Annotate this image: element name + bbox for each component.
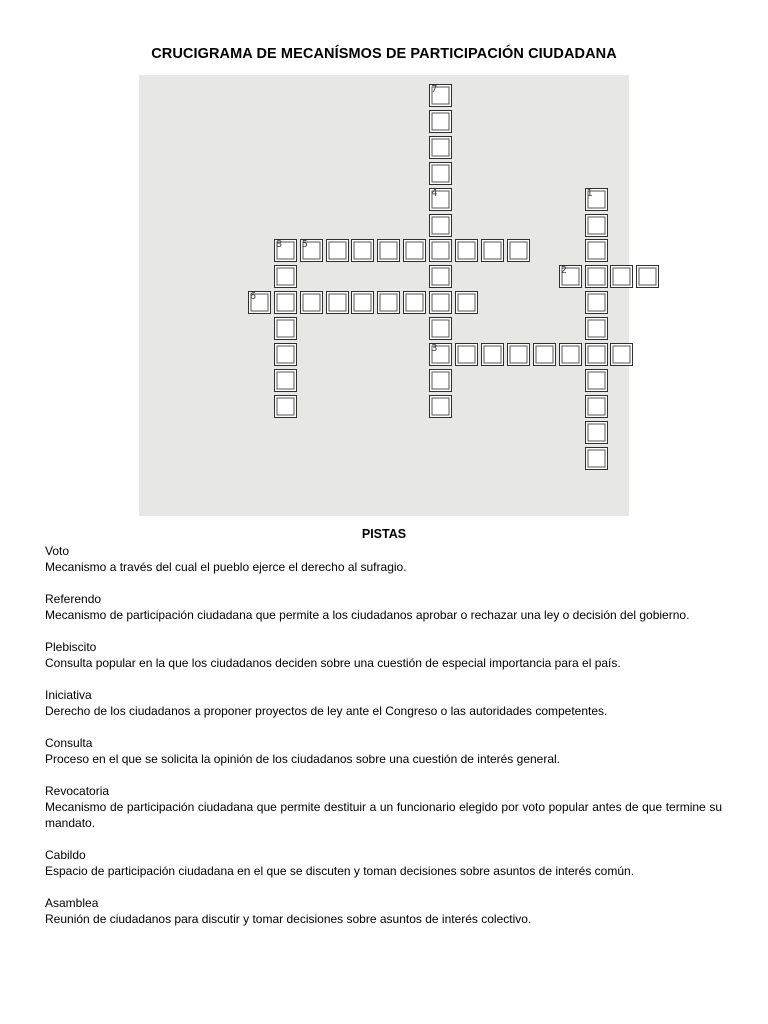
crossword-cell[interactable]	[455, 343, 478, 366]
cell-number: 2	[560, 265, 567, 277]
clue-item	[45, 687, 722, 719]
crossword-cell[interactable]	[274, 291, 297, 314]
crossword-cell[interactable]	[636, 265, 659, 288]
crossword-cell[interactable]	[248, 291, 271, 314]
cell-number: 8	[275, 239, 283, 251]
crossword-grid	[139, 75, 629, 516]
crossword-cell[interactable]	[326, 239, 349, 262]
crossword-cell[interactable]	[429, 317, 452, 340]
crossword-cell[interactable]	[585, 421, 608, 444]
crossword-cell[interactable]	[429, 84, 452, 107]
cell-number: 7	[431, 84, 438, 95]
crossword-cell[interactable]	[533, 343, 556, 366]
crossword-cell[interactable]	[481, 239, 504, 262]
crossword-cell[interactable]	[507, 239, 530, 262]
crossword-cell[interactable]	[585, 343, 608, 366]
clue-description: Reunión de ciudadanos para discutir y tomar decisiones sobre asuntos de interés colectivo.	[45, 912, 532, 926]
crossword-cell[interactable]	[585, 239, 608, 262]
crossword-cell[interactable]	[429, 162, 452, 185]
clue-item	[45, 639, 722, 671]
crossword-cell[interactable]	[585, 369, 608, 392]
crossword-cell[interactable]	[429, 214, 452, 237]
crossword-cell[interactable]	[300, 291, 323, 314]
clues-heading: PISTAS	[361, 527, 407, 541]
cell-number: 5	[301, 239, 308, 251]
crossword-cell[interactable]	[585, 447, 608, 470]
crossword-cell[interactable]	[274, 239, 297, 262]
cell-number: 4	[431, 187, 438, 199]
crossword-cell[interactable]	[585, 265, 608, 288]
crossword-cell[interactable]	[274, 317, 297, 340]
clues-list	[45, 543, 722, 943]
crossword-cell[interactable]	[351, 239, 374, 262]
clue-description: Consulta popular en la que los ciudadanos deciden sobre una cuestión de especial importancia para el país.	[45, 656, 621, 670]
clue-word: Consulta	[45, 736, 93, 750]
crossword-cell[interactable]	[377, 291, 400, 314]
crossword-cell[interactable]	[274, 395, 297, 418]
clue-item	[45, 895, 722, 927]
clue-word: Revocatoria	[45, 784, 110, 798]
crossword-cell[interactable]	[481, 343, 504, 366]
cell-number: 6	[249, 291, 257, 303]
page-title: CRUCIGRAMA DE MECANÍSMOS DE PARTICIPACIÓN CIUDADANA	[151, 46, 617, 62]
clue-word: Asamblea	[45, 896, 99, 910]
crossword-cell[interactable]	[403, 291, 426, 314]
crossword-cell[interactable]	[351, 291, 374, 314]
crossword-cell[interactable]	[610, 343, 633, 366]
crossword-cell[interactable]	[429, 136, 452, 159]
crossword-cell[interactable]	[377, 239, 400, 262]
clue-description: Mecanismo a través del cual el pueblo ejerce el derecho al sufragio.	[45, 560, 407, 574]
clue-description: Proceso en el que se solicita la opinión de los ciudadanos sobre una cuestión de interés general.	[45, 752, 561, 766]
clue-description: Derecho de los ciudadanos a proponer proyectos de ley ante el Congreso o las autoridades competentes.	[45, 704, 608, 718]
clue-item	[45, 847, 722, 879]
crossword-cell[interactable]	[429, 291, 452, 314]
crossword-cell[interactable]	[429, 239, 452, 262]
clue-item	[45, 543, 722, 575]
clue-word: Cabildo	[45, 848, 86, 862]
cell-number: 3	[431, 343, 438, 354]
crossword-cell[interactable]	[429, 395, 452, 418]
crossword-cell[interactable]	[585, 291, 608, 314]
crossword-cell[interactable]	[559, 265, 582, 288]
cell-number: 1	[586, 187, 593, 199]
clue-item	[45, 591, 722, 623]
crossword-cell[interactable]	[585, 214, 608, 237]
crossword-cell[interactable]	[610, 265, 633, 288]
clue-word: Referendo	[45, 592, 102, 606]
clue-word: Voto	[45, 544, 70, 558]
crossword-cell[interactable]	[300, 239, 323, 262]
clue-word: Iniciativa	[45, 688, 92, 702]
clue-item	[45, 735, 722, 767]
crossword-cell[interactable]	[429, 343, 452, 366]
clue-description: Espacio de participación ciudadana en el que se discuten y toman decisiones sobre asuntos de interés común.	[45, 864, 635, 878]
crossword-cell[interactable]	[429, 188, 452, 211]
crossword-cell[interactable]	[326, 291, 349, 314]
clue-description: Mecanismo de participación ciudadana que permite a los ciudadanos aprobar o rechazar una ley o decisión del gobierno.	[45, 608, 690, 622]
crossword-cell[interactable]	[455, 291, 478, 314]
crossword-cell[interactable]	[274, 369, 297, 392]
clue-item	[45, 783, 722, 831]
clue-description: Mecanismo de participación ciudadana que permite destituir a un funcionario elegido por voto popular antes de que termine su mandato.	[45, 800, 722, 830]
crossword-cell[interactable]	[585, 317, 608, 340]
crossword-cell[interactable]	[585, 395, 608, 418]
crossword-cell[interactable]	[455, 239, 478, 262]
crossword-cell[interactable]	[429, 110, 452, 133]
clue-word: Plebiscito	[45, 640, 97, 654]
crossword-cell[interactable]	[429, 265, 452, 288]
crossword-cell[interactable]	[403, 239, 426, 262]
crossword-cell[interactable]	[274, 343, 297, 366]
crossword-cell[interactable]	[274, 265, 297, 288]
crossword-cell[interactable]	[507, 343, 530, 366]
crossword-cell[interactable]	[585, 188, 608, 211]
crossword-cell[interactable]	[429, 369, 452, 392]
crossword-cell[interactable]	[559, 343, 582, 366]
